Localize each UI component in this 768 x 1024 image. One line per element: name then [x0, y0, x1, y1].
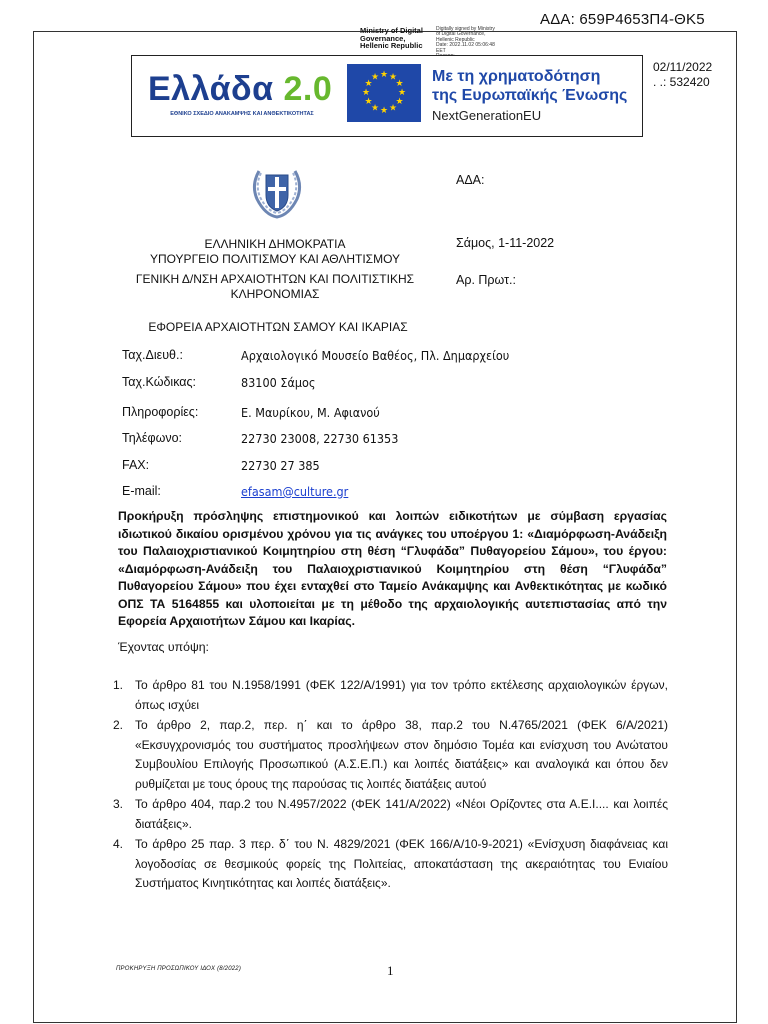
- greek-coat-of-arms-icon: [247, 165, 307, 221]
- stamp-date: 02/11/2022: [653, 60, 713, 74]
- list-item-text: Το άρθρο 25 παρ. 3 περ. δ΄ του Ν. 4829/2021 (ΦΕΚ 166/Α/10-9-2021) «Ενίσχυση διαφάνειας και λογοδοσίας σε θεσμικούς φορείς της Πολιτείας, αποκατάσταση της ακεραιότητας του Ενιαίου Συστήματος Κινητικότητας και λοιπές διατάξεις».: [135, 837, 668, 890]
- stamp-protocol-number: . .: 532420: [653, 75, 710, 89]
- postal-label: Ταχ.Κώδικας:: [122, 375, 197, 389]
- svg-text:★: ★: [388, 72, 398, 83]
- list-item: [113, 676, 668, 715]
- next-generation-eu: NextGenerationEU: [432, 108, 542, 123]
- svg-text:★: ★: [361, 88, 371, 98]
- document-ada-code: ΑΔΑ: 659Ρ4653Π4-ΘΚ5: [540, 11, 705, 28]
- signature-detail-line: EET: [436, 47, 446, 54]
- signature-name-line: Hellenic Republic: [360, 41, 423, 50]
- legal-basis-list: [113, 676, 668, 895]
- info-value: Ε. Μαυρίκου, Μ. Αφιανού: [241, 405, 380, 420]
- email-link[interactable]: efasam@culture.gr: [241, 484, 349, 499]
- eu-flag-icon: [347, 64, 421, 122]
- protocol-label: Αρ. Πρωτ.:: [456, 273, 516, 287]
- phone-value: 22730 23008, 22730 61353: [241, 431, 399, 446]
- list-item: [113, 835, 668, 894]
- announcement-paragraph: Προκήρυξη πρόσληψης επιστημονικού και λοιπών ειδικοτήτων με σύμβαση εργασίας ιδιωτικού δικαίου ορισμένου χρόνου για τις ανάγκες του υποέργου 1: «Διαμόρφωση-Ανάδειξη του Παλαιοχριστιανικού Κοιμητηρίου στη θέση “Γλυφάδα” Πυθαγορείου Σάμου», του έργου: «Διαμόρφωση-Ανάδειξη του Παλαιοχριστιανικού Κοιμητηρίου στη θέση “Γλυφάδα” Πυθαγορείου Σάμου» που έχει ενταχθεί στο Ταμείο Ανάκαμψης και Ανθεκτικότητας με κωδικό ΟΠΣ ΤΑ 5164855 και υλοποιείται με τη μέθοδο της αρχαιολογικής αυτεπιστασίας από την Εφορεία Αρχαιοτήτων Σάμου και Ικαρίας.: [118, 509, 667, 628]
- fax-value: 22730 27 385: [241, 458, 320, 473]
- greece-2-0-logo: [148, 70, 332, 109]
- svg-text:★: ★: [370, 72, 380, 83]
- address-label: Ταχ.Διευθ.:: [122, 348, 183, 362]
- logo-word: Ελλάδα: [148, 70, 274, 108]
- list-item-text: Το άρθρο 81 του Ν.1958/1991 (ΦΕΚ 122/Α/1991) για τον τρόπο εκτέλεσης αρχαιολογικών έργων, όπως ισχύει: [135, 678, 668, 712]
- footer-document-title: ΠΡΟΚΗΡΥΞΗ ΠΡΟΣΩΠΙΚΟΥ ΙΔΟΧ (8/2022): [116, 966, 242, 972]
- svg-text:★: ★: [395, 97, 404, 107]
- svg-text:★: ★: [379, 106, 389, 116]
- funding-banner: [131, 55, 643, 137]
- digital-signature-name: [360, 27, 432, 50]
- list-item-number: 1.: [113, 678, 124, 692]
- list-item-text: Το άρθρο 2, παρ.2, περ. η΄ και το άρθρο 38, παρ.2 του Ν.4765/2021 (ΦΕΚ 6/Α/2021) «Εκσυγχρονισμός του συστήματος προσλήψεων στον δημόσιο Τομέα και ενίσχυση του Ανώτατου Συμβουλίου Επιλογής Προσωπικού (Α.Σ.Ε.Π.) και λοιπές διατάξεις» και αναλογικά και όπου δεν ρυθμίζεται με τους όρους της παρούσας τις λοιπές διατάξεις αυτού: [135, 718, 668, 791]
- svg-text:★: ★: [388, 103, 398, 114]
- page-number: 1: [387, 963, 394, 978]
- svg-text:★: ★: [370, 103, 380, 114]
- info-label: Πληροφορίες:: [122, 405, 199, 419]
- signature-detail-line: of Digital Governance,: [436, 31, 486, 38]
- email-label: E-mail:: [122, 484, 161, 498]
- ada-label: ΑΔΑ:: [456, 173, 485, 187]
- signature-detail-line: Hellenic Republic: [436, 36, 475, 43]
- list-item-number: 4.: [113, 837, 124, 851]
- postal-value: 83100 Σάμος: [241, 375, 316, 390]
- list-item: [113, 716, 668, 794]
- place-date: Σάμος, 1-11-2022: [456, 236, 555, 250]
- signature-name-line: Ministry of Digital: [360, 26, 423, 35]
- eu-stars-icon: [347, 64, 421, 122]
- header-line-ministry: ΥΠΟΥΡΓΕΙΟ ΠΟΛΙΤΙΣΜΟΥ ΚΑΙ ΑΘΛΗΤΙΣΜΟΥ: [149, 252, 401, 266]
- signature-name-line: Governance,: [360, 33, 406, 43]
- svg-text:★: ★: [395, 79, 404, 89]
- header-line-directorate: ΓΕΝΙΚΗ Δ/ΝΣΗ ΑΡΧΑΙΟΤΗΤΩΝ ΚΑΙ ΠΟΛΙΤΙΣΤΙΚΗΣ: [135, 272, 415, 286]
- list-item-number: 3.: [113, 797, 124, 811]
- logo-subtitle: ΕΘΝΙΚΟ ΣΧΕΔΙΟ ΑΝΑΚΑΜΨΗΣ ΚΑΙ ΑΝΘΕΚΤΙΚΟΤΗΤΑΣ: [170, 111, 314, 117]
- svg-text:★: ★: [364, 79, 373, 89]
- phone-label: Τηλέφωνο:: [122, 431, 183, 445]
- protocol-stamp: [653, 60, 712, 90]
- svg-text:★: ★: [379, 70, 389, 80]
- list-item-number: 2.: [113, 718, 124, 732]
- list-item-text: Το άρθρο 404, παρ.2 του Ν.4957/2022 (ΦΕΚ 141/Α/2022) «Νέοι Ορίζοντες στα Α.Ε.Ι.... και λοιπές διατάξεις».: [135, 797, 668, 831]
- header-line-heritage: ΚΛΗΡΟΝΟΜΙΑΣ: [230, 287, 320, 301]
- header-line-republic: ΕΛΛΗΝΙΚΗ ΔΗΜΟΚΡΑΤΙΑ: [204, 237, 346, 251]
- eu-funding-line-1: Με τη χρηματοδότηση: [432, 68, 601, 85]
- list-item: [113, 795, 668, 834]
- svg-text:★: ★: [364, 97, 373, 107]
- logo-version: 2.0: [283, 70, 333, 108]
- svg-text:★: ★: [397, 88, 407, 98]
- signature-detail-line: Digitally signed by Ministry: [436, 26, 495, 32]
- considering-heading: Έχοντας υπόψη:: [118, 640, 209, 654]
- fax-label: FAX:: [122, 458, 150, 472]
- eu-funding-line-2: της Ευρωπαϊκής Ένωσης: [432, 87, 628, 104]
- ministry-header: [120, 237, 430, 302]
- signature-detail-line: Date: 2022.11.02 05:06:48: [436, 42, 495, 49]
- ephorate-name: ΕΦΟΡΕΙΑ ΑΡΧΑΙΟΤΗΤΩΝ ΣΑΜΟΥ ΚΑΙ ΙΚΑΡΙΑΣ: [148, 320, 408, 334]
- address-value: Αρχαιολογικό Μουσείο Βαθέος, Πλ. Δημαρχείου: [241, 348, 510, 363]
